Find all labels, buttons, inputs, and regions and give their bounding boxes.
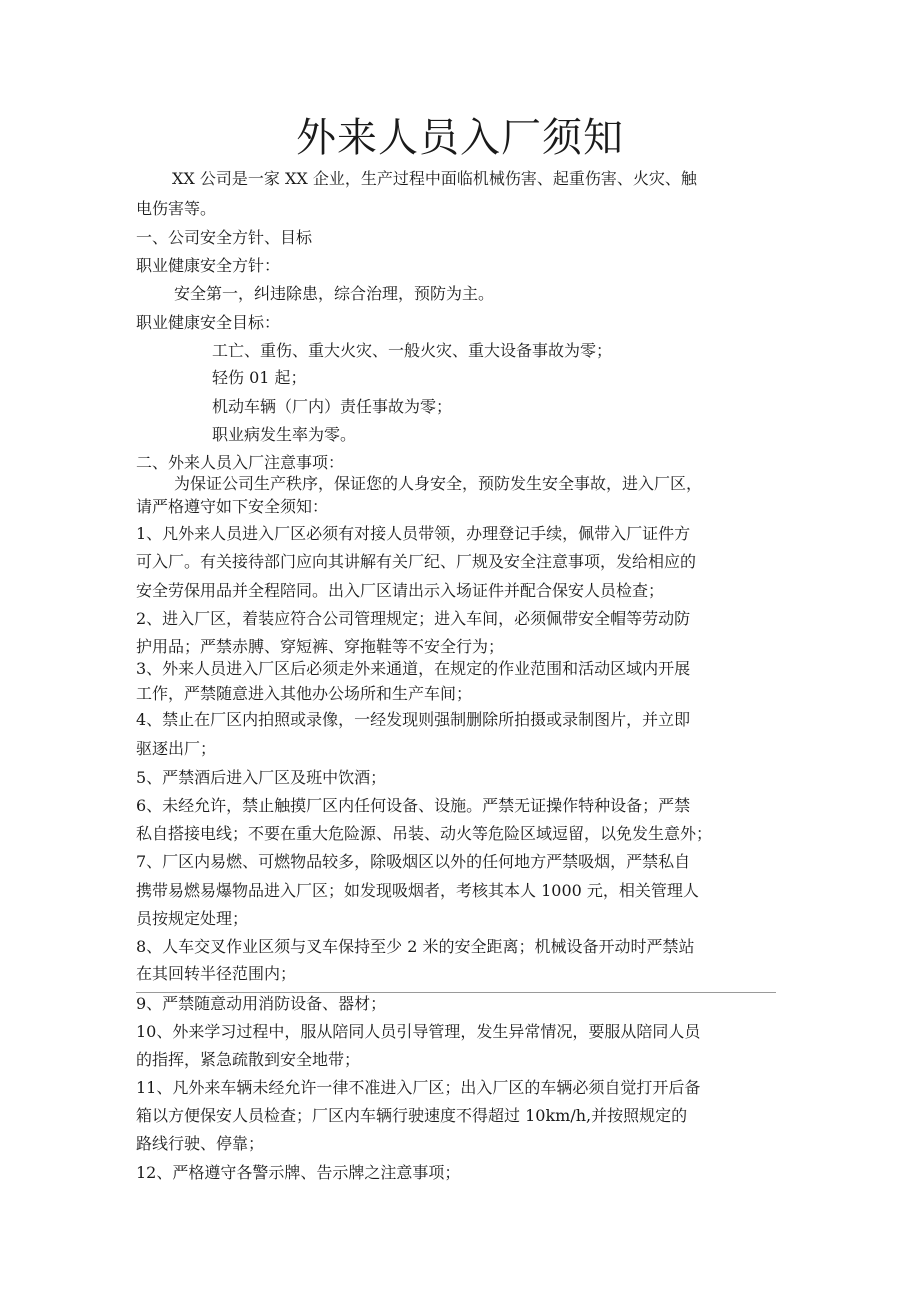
intro-line-1: XX 公司是一家 XX 企业，生产过程中面临机械伤害、起重伤害、火灾、触 [172,169,697,188]
rule-6-line: 6、未经允许，禁止触摸厂区内任何设备、设施。严禁无证操作特种设备；严禁 [136,796,691,815]
preamble-line-1: 为保证公司生产秩序，保证您的人身安全，预防发生安全事故，进入厂区， [174,474,703,493]
goals-label: 职业健康安全目标： [136,313,281,332]
rule-1-line: 安全劳保用品并全程陪同。出入厂区请出示入场证件并配合保安人员检查； [136,581,665,600]
rule-2-line: 护用品；严禁赤膊、穿短裤、穿拖鞋等不安全行为； [136,637,505,656]
rule-8-line: 8、人车交叉作业区须与叉车保持至少 2 米的安全距离；机械设备开动时严禁站 [136,937,695,956]
rule-9-line: 9、严禁随意动用消防设备、器材； [136,994,387,1013]
rule-4-line: 驱逐出厂； [136,739,217,758]
goal-item: 职业病发生率为零。 [212,425,357,444]
goal-item: 轻伤 01 起； [212,368,307,387]
rule-6-line: 私自搭接电线；不要在重大危险源、吊装、动火等危险区域逗留，以免发生意外； [136,824,713,843]
rule-11-line: 箱以方便保安人员检查；厂区内车辆行驶速度不得超过 10km/h,并按照规定的 [136,1106,688,1125]
intro-line-2: 电伤害等。 [136,199,217,218]
rule-10-line: 的指挥，紧急疏散到安全地带； [136,1050,361,1069]
rule-1-line: 1、凡外来人员进入厂区必须有对接人员带领，办理登记手续，佩带入厂证件方 [136,524,691,543]
goal-item: 工亡、重伤、重大火灾、一般火灾、重大设备事故为零； [212,341,613,360]
rule-3-line: 工作，严禁随意进入其他办公场所和生产车间； [136,684,473,703]
rule-7-line: 7、厂区内易燃、可燃物品较多，除吸烟区以外的任何地方严禁吸烟，严禁私自 [136,852,691,871]
rule-4-line: 4、禁止在厂区内拍照或录像，一经发现则强制删除所拍摄或录制图片，并立即 [136,710,691,729]
rule-12-line: 12、严格遵守各警示牌、告示牌之注意事项； [136,1163,461,1182]
goal-item: 机动车辆（厂内）责任事故为零； [212,397,453,416]
section-1-heading: 一、公司安全方针、目标 [136,228,313,247]
preamble-line-2: 请严格遵守如下安全须知： [136,497,329,516]
rule-5-line: 5、严禁酒后进入厂区及班中饮酒； [136,768,387,787]
rule-7-line: 携带易燃易爆物品进入厂区；如发现吸烟者，考核其本人 1000 元，相关管理人 [136,881,699,900]
rule-10-line: 10、外来学习过程中，服从陪同人员引导管理，发生异常情况，要服从陪同人员 [136,1022,701,1041]
rule-2-line: 2、进入厂区，着装应符合公司管理规定；进入车间，必须佩带安全帽等劳动防 [136,609,691,628]
rule-11-line: 11、凡外来车辆未经允许一律不准进入厂区；出入厂区的车辆必须自觉打开后备 [136,1078,701,1097]
rule-8-line: 在其回转半径范围内； [136,964,297,983]
rule-3-line: 3、外来人员进入厂区后必须走外来通道，在规定的作业范围和活动区域内开展 [136,659,691,678]
section-2-heading: 二、外来人员入厂注意事项： [136,453,345,472]
policy-text: 安全第一，纠违除患，综合治理，预防为主。 [174,284,495,303]
rule-7-line: 员按规定处理； [136,909,249,928]
rule-11-line: 路线行驶、停靠； [136,1134,265,1153]
policy-label: 职业健康安全方针： [136,256,281,275]
document-title: 外来人员入厂须知 [296,115,624,161]
rule-1-line: 可入厂。有关接待部门应向其讲解有关厂纪、厂规及安全注意事项，发给相应的 [136,552,697,571]
